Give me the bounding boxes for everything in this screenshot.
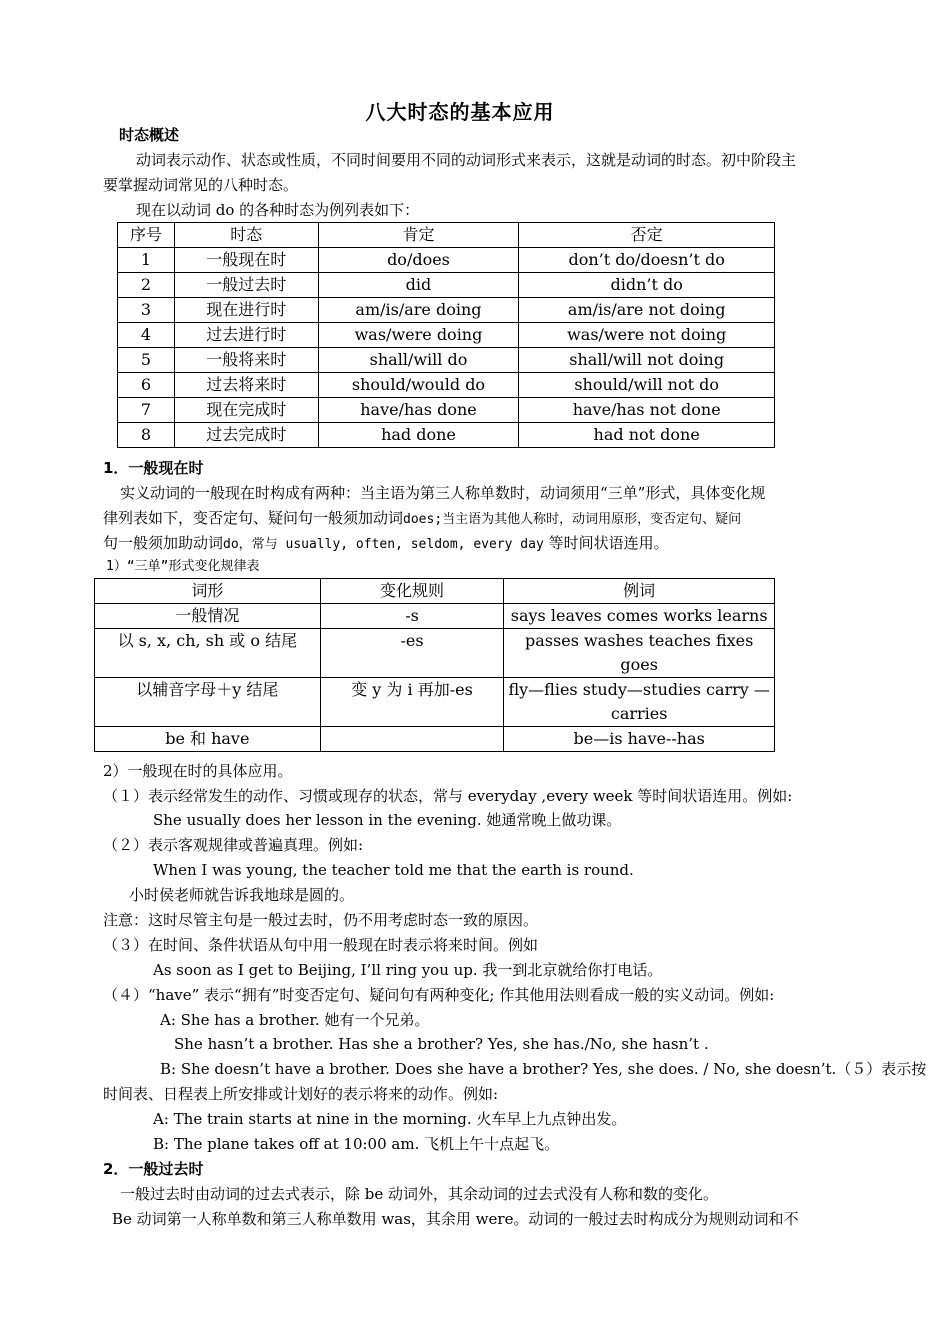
subheading-third-person: 1）“三单”形式变化规律表 (106, 559, 260, 574)
usage-note: 注意：这时尽管主句是一般过去时，仍不用考虑时态一致的原因。 (103, 911, 539, 929)
rule-table-cell: 以 s, x, ch, sh 或 o 结尾 (95, 629, 321, 678)
rule-table-row (95, 727, 775, 752)
tense-table-cell: 现在完成时 (174, 398, 318, 423)
tense-table-cell: am/is/are doing (318, 298, 519, 323)
rule-table-cell: be 和 have (95, 727, 321, 752)
tense-table-cell: 过去完成时 (174, 423, 318, 448)
tense-table-cell: 过去进行时 (174, 323, 318, 348)
tense-table-cell: 1 (118, 248, 175, 273)
tense-table-cell: 3 (118, 298, 175, 323)
tense-table-cell: 8 (118, 423, 175, 448)
rule-table-row (95, 678, 775, 727)
rule-table-cell: be—is have--has (504, 727, 775, 752)
tense-table-cell: didn’t do (519, 273, 775, 298)
section1-heading: 1．一般现在时 (103, 459, 204, 477)
rule-table-header-cell: 变化规则 (320, 579, 504, 604)
tense-table-cell: 一般将来时 (174, 348, 318, 373)
tense-table-cell: should/will not do (519, 373, 775, 398)
rule-table-row (95, 604, 775, 629)
tense-table-row (118, 323, 775, 348)
section2-paragraph-1: 一般过去时由动词的过去式表示，除 be 动词外，其余动词的过去式没有人称和数的变化。 (120, 1185, 719, 1203)
rule-table-cell: 一般情况 (95, 604, 321, 629)
tense-table-cell: 现在进行时 (174, 298, 318, 323)
tense-table-header-cell: 肯定 (318, 223, 519, 248)
tense-table-cell: had done (318, 423, 519, 448)
section2-heading: 2．一般过去时 (103, 1160, 204, 1178)
rule-table-cell: says leaves comes works learns (504, 604, 775, 629)
tense-table-cell: am/is/are not doing (519, 298, 775, 323)
usage-4: （４）“have” 表示“拥有”时变否定句、疑问句有两种变化; 作其他用法则看成一般的实义动词。例如: (103, 986, 775, 1004)
overview-paragraph-line2: 要掌握动词常见的八种时态。 (103, 176, 299, 194)
section1-paragraph-line3a: 句一般须加助动词 (103, 534, 224, 552)
tense-table-cell: 过去将来时 (174, 373, 318, 398)
third-person-rule-table (94, 578, 775, 752)
tense-table-cell: don’t do/doesn’t do (519, 248, 775, 273)
usage-4-example-b: B: She doesn’t have a brother. Does she have a brother? Yes, she does. / No, she doesn’t.（５）表示按 (160, 1060, 927, 1078)
overview-paragraph-2: 现在以动词 do 的各种时态为例列表如下： (136, 201, 420, 219)
tense-table-row (118, 348, 775, 373)
section1-paragraph-line3 (103, 533, 669, 555)
tense-table-cell: 一般现在时 (174, 248, 318, 273)
usage-1: （１）表示经常发生的动作、习惯或现存的状态，常与 everyday ,every week 等时间状语连用。例如: (103, 787, 793, 805)
tense-table-row (118, 273, 775, 298)
tense-table-cell: have/has not done (519, 398, 775, 423)
tense-table-cell: had not done (519, 423, 775, 448)
page-title: 八大时态的基本应用 (365, 100, 555, 124)
section1-paragraph-line2a: 律列表如下，变否定句、疑问句一般须加动词 (103, 509, 404, 527)
section1-paragraph-line1: 实义动词的一般现在时构成有两种：当主语为第三人称单数时，动词须用“三单”形式，具体变化规 (120, 484, 766, 502)
tense-table-header-row (118, 223, 775, 248)
usage-3: （３）在时间、条件状语从句中用一般现在时表示将来时间。例如 (103, 936, 539, 954)
tense-table-cell: did (318, 273, 519, 298)
tense-table (117, 222, 775, 448)
tense-table-cell: 6 (118, 373, 175, 398)
tense-table-cell: have/has done (318, 398, 519, 423)
usage-4-example-a: A: She has a brother. 她有一个兄弟。 (160, 1011, 430, 1029)
tense-table-cell: shall/will not doing (519, 348, 775, 373)
overview-paragraph-line1: 动词表示动作、状态或性质，不同时间要用不同的动词形式来表示，这就是动词的时态。初中阶段主 (136, 151, 797, 169)
usage-5-example-b: B: The plane takes off at 10:00 am. 飞机上午十点起飞。 (153, 1135, 560, 1153)
section1-paragraph-line3b: do，常与 usually, often, seldom, every day (223, 537, 544, 552)
section1-paragraph-line2b: does;当主语为其他人称时，动词用原形，变否定句、疑问 (403, 512, 742, 527)
tense-table-row (118, 423, 775, 448)
tense-table-row (118, 298, 775, 323)
tense-table-cell: was/were not doing (519, 323, 775, 348)
usage-5-example-a: A: The train starts at nine in the morning. 火车早上九点钟出发。 (153, 1110, 627, 1128)
tense-table-row (118, 398, 775, 423)
rule-table-row (95, 629, 775, 678)
rule-table-cell: -s (320, 604, 504, 629)
tense-table-cell: 7 (118, 398, 175, 423)
usage-2: （２）表示客观规律或普遍真理。例如: (103, 836, 364, 854)
overview-heading: 时态概述 (119, 126, 180, 144)
usage-3-example: As soon as I get to Beijing, I’ll ring you up. 我一到北京就给你打电话。 (153, 961, 663, 979)
usage-2-example: When I was young, the teacher told me that the earth is round. (153, 861, 634, 879)
usage-2-translation: 小时侯老师就告诉我地球是圆的。 (129, 886, 355, 904)
tense-table-cell: 一般过去时 (174, 273, 318, 298)
usage-5: 时间表、日程表上所安排或计划好的表示将来的动作。例如: (103, 1085, 499, 1103)
tense-table-cell: was/were doing (318, 323, 519, 348)
rule-table-cell: 以辅音字母＋y 结尾 (95, 678, 321, 727)
section1-paragraph-line2 (103, 508, 741, 530)
usage-4-example-a2: She hasn’t a brother. Has she a brother? Yes, she has./No, she hasn’t . (174, 1035, 709, 1053)
rule-table-cell: 变 y 为 i 再加-es (320, 678, 504, 727)
rule-table-cell: fly—flies study—studies carry —carries (504, 678, 775, 727)
tense-table-header-cell: 否定 (519, 223, 775, 248)
tense-table-cell: 2 (118, 273, 175, 298)
usage-1-example: She usually does her lesson in the evening. 她通常晚上做功课。 (153, 811, 622, 829)
tense-table-header-cell: 序号 (118, 223, 175, 248)
rule-table-header-cell: 词形 (95, 579, 321, 604)
section2-paragraph-2: Be 动词第一人称单数和第三人称单数用 was，其余用 were。动词的一般过去时构成分为规则动词和不 (112, 1210, 799, 1228)
section1-paragraph-line3c: 等时间状语连用。 (548, 534, 669, 552)
tense-table-cell: 5 (118, 348, 175, 373)
tense-table-row (118, 248, 775, 273)
rule-table-cell: passes washes teaches fixes goes (504, 629, 775, 678)
tense-table-header-cell: 时态 (174, 223, 318, 248)
rule-table-header-row (95, 579, 775, 604)
rule-table-cell: -es (320, 629, 504, 678)
rule-table-cell (320, 727, 504, 752)
usage-subheading: 2）一般现在时的具体应用。 (103, 762, 293, 780)
tense-table-cell: should/would do (318, 373, 519, 398)
tense-table-cell: shall/will do (318, 348, 519, 373)
rule-table-header-cell: 例词 (504, 579, 775, 604)
tense-table-row (118, 373, 775, 398)
tense-table-cell: 4 (118, 323, 175, 348)
tense-table-cell: do/does (318, 248, 519, 273)
